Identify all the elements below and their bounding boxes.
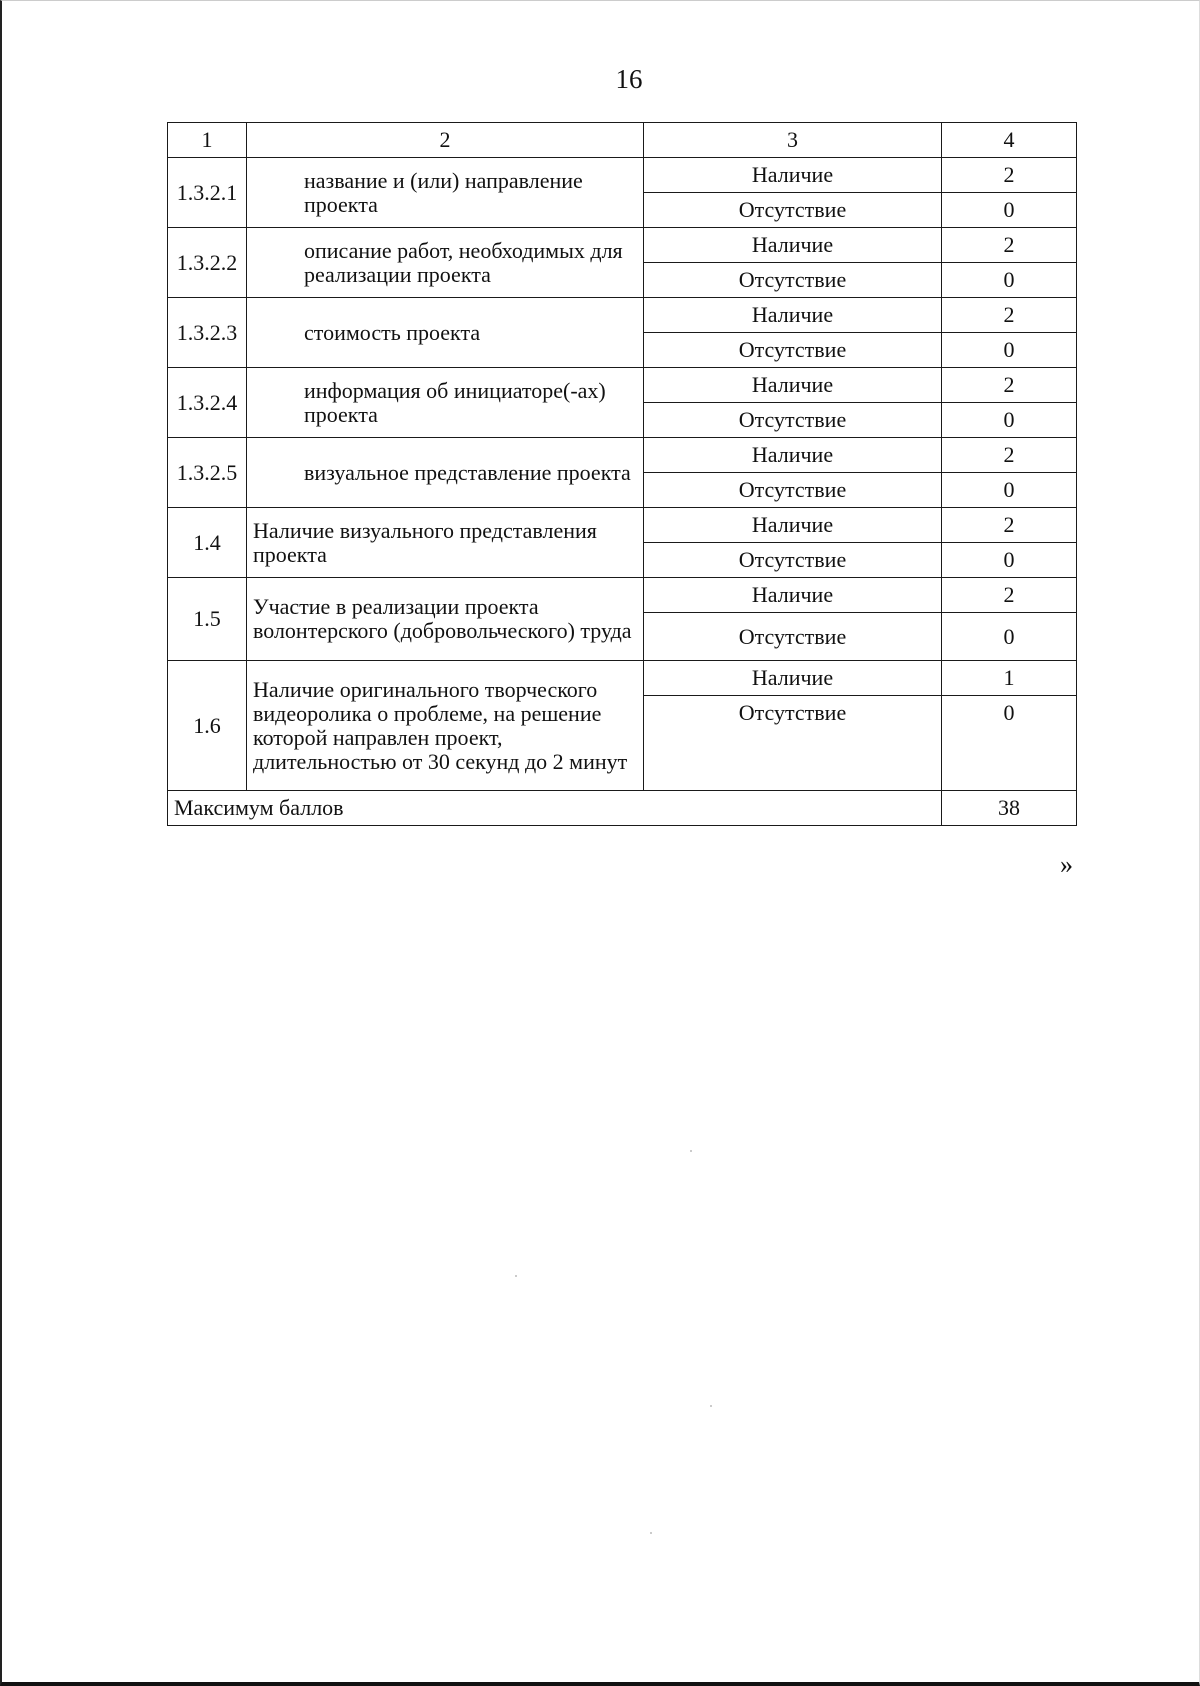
option-score: 2 [942,298,1077,333]
scan-speck [515,1275,517,1277]
column-header: 4 [942,123,1077,158]
closing-quote: » [1060,850,1073,879]
table-row [168,228,1077,263]
scan-speck [650,1532,652,1534]
column-header: 3 [644,123,942,158]
option-score: 2 [942,368,1077,403]
option-label: Наличие [644,158,942,193]
column-header: 2 [247,123,644,158]
option-score: 0 [942,543,1077,578]
option-score: 0 [942,333,1077,368]
option-label: Отсутствие [644,403,942,438]
option-score: 2 [942,228,1077,263]
table-row [168,578,1077,613]
table-header-row [168,123,1077,158]
total-label: Максимум баллов [168,791,942,826]
criterion-text: описание работ, необходимых для реализации проекта [247,228,644,298]
page-number: 16 [615,64,643,94]
option-label: Наличие [644,368,942,403]
table-row [168,438,1077,473]
criterion-number: 1.3.2.3 [168,298,247,368]
option-label: Отсутствие [644,613,942,661]
option-score: 2 [942,158,1077,193]
criterion-text: Наличие оригинального творческого видеоролика о проблеме, на решение которой направлен проект, длительностью от 30 секунд до 2 минут [247,661,644,791]
total-value: 38 [942,791,1077,826]
criterion-number: 1.3.2.5 [168,438,247,508]
option-score: 1 [942,661,1077,696]
option-score: 0 [942,613,1077,661]
option-score: 0 [942,403,1077,438]
criterion-text: стоимость проекта [247,298,644,368]
table-row [168,368,1077,403]
option-label: Отсутствие [644,193,942,228]
criterion-text: Участие в реализации проекта волонтерского (добровольческого) труда [247,578,644,661]
option-score: 2 [942,578,1077,613]
option-label: Отсутствие [644,263,942,298]
option-label: Отсутствие [644,333,942,368]
option-label: Наличие [644,578,942,613]
score-table [167,122,1077,826]
criterion-text: информация об инициаторе(-ах) проекта [247,368,644,438]
option-score: 0 [942,696,1077,791]
column-header: 1 [168,123,247,158]
option-score: 0 [942,193,1077,228]
criterion-number: 1.3.2.4 [168,368,247,438]
scan-speck [690,1150,692,1152]
option-label: Наличие [644,298,942,333]
option-label: Наличие [644,438,942,473]
total-row [168,791,1077,826]
criterion-text: визуальное представление проекта [247,438,644,508]
criterion-number: 1.5 [168,578,247,661]
criterion-number: 1.6 [168,661,247,791]
scan-speck [710,1405,712,1407]
option-score: 2 [942,438,1077,473]
table-row [168,298,1077,333]
option-label: Наличие [644,508,942,543]
option-label: Отсутствие [644,543,942,578]
option-score: 0 [942,473,1077,508]
criterion-text: название и (или) направление проекта [247,158,644,228]
criterion-number: 1.3.2.2 [168,228,247,298]
option-label: Наличие [644,661,942,696]
criterion-text: Наличие визуального представления проекта [247,508,644,578]
table-row [168,158,1077,193]
table-row [168,661,1077,696]
option-label: Наличие [644,228,942,263]
option-label: Отсутствие [644,473,942,508]
option-score: 2 [942,508,1077,543]
table-row [168,508,1077,543]
criterion-number: 1.3.2.1 [168,158,247,228]
criterion-number: 1.4 [168,508,247,578]
option-score: 0 [942,263,1077,298]
option-label: Отсутствие [644,696,942,791]
